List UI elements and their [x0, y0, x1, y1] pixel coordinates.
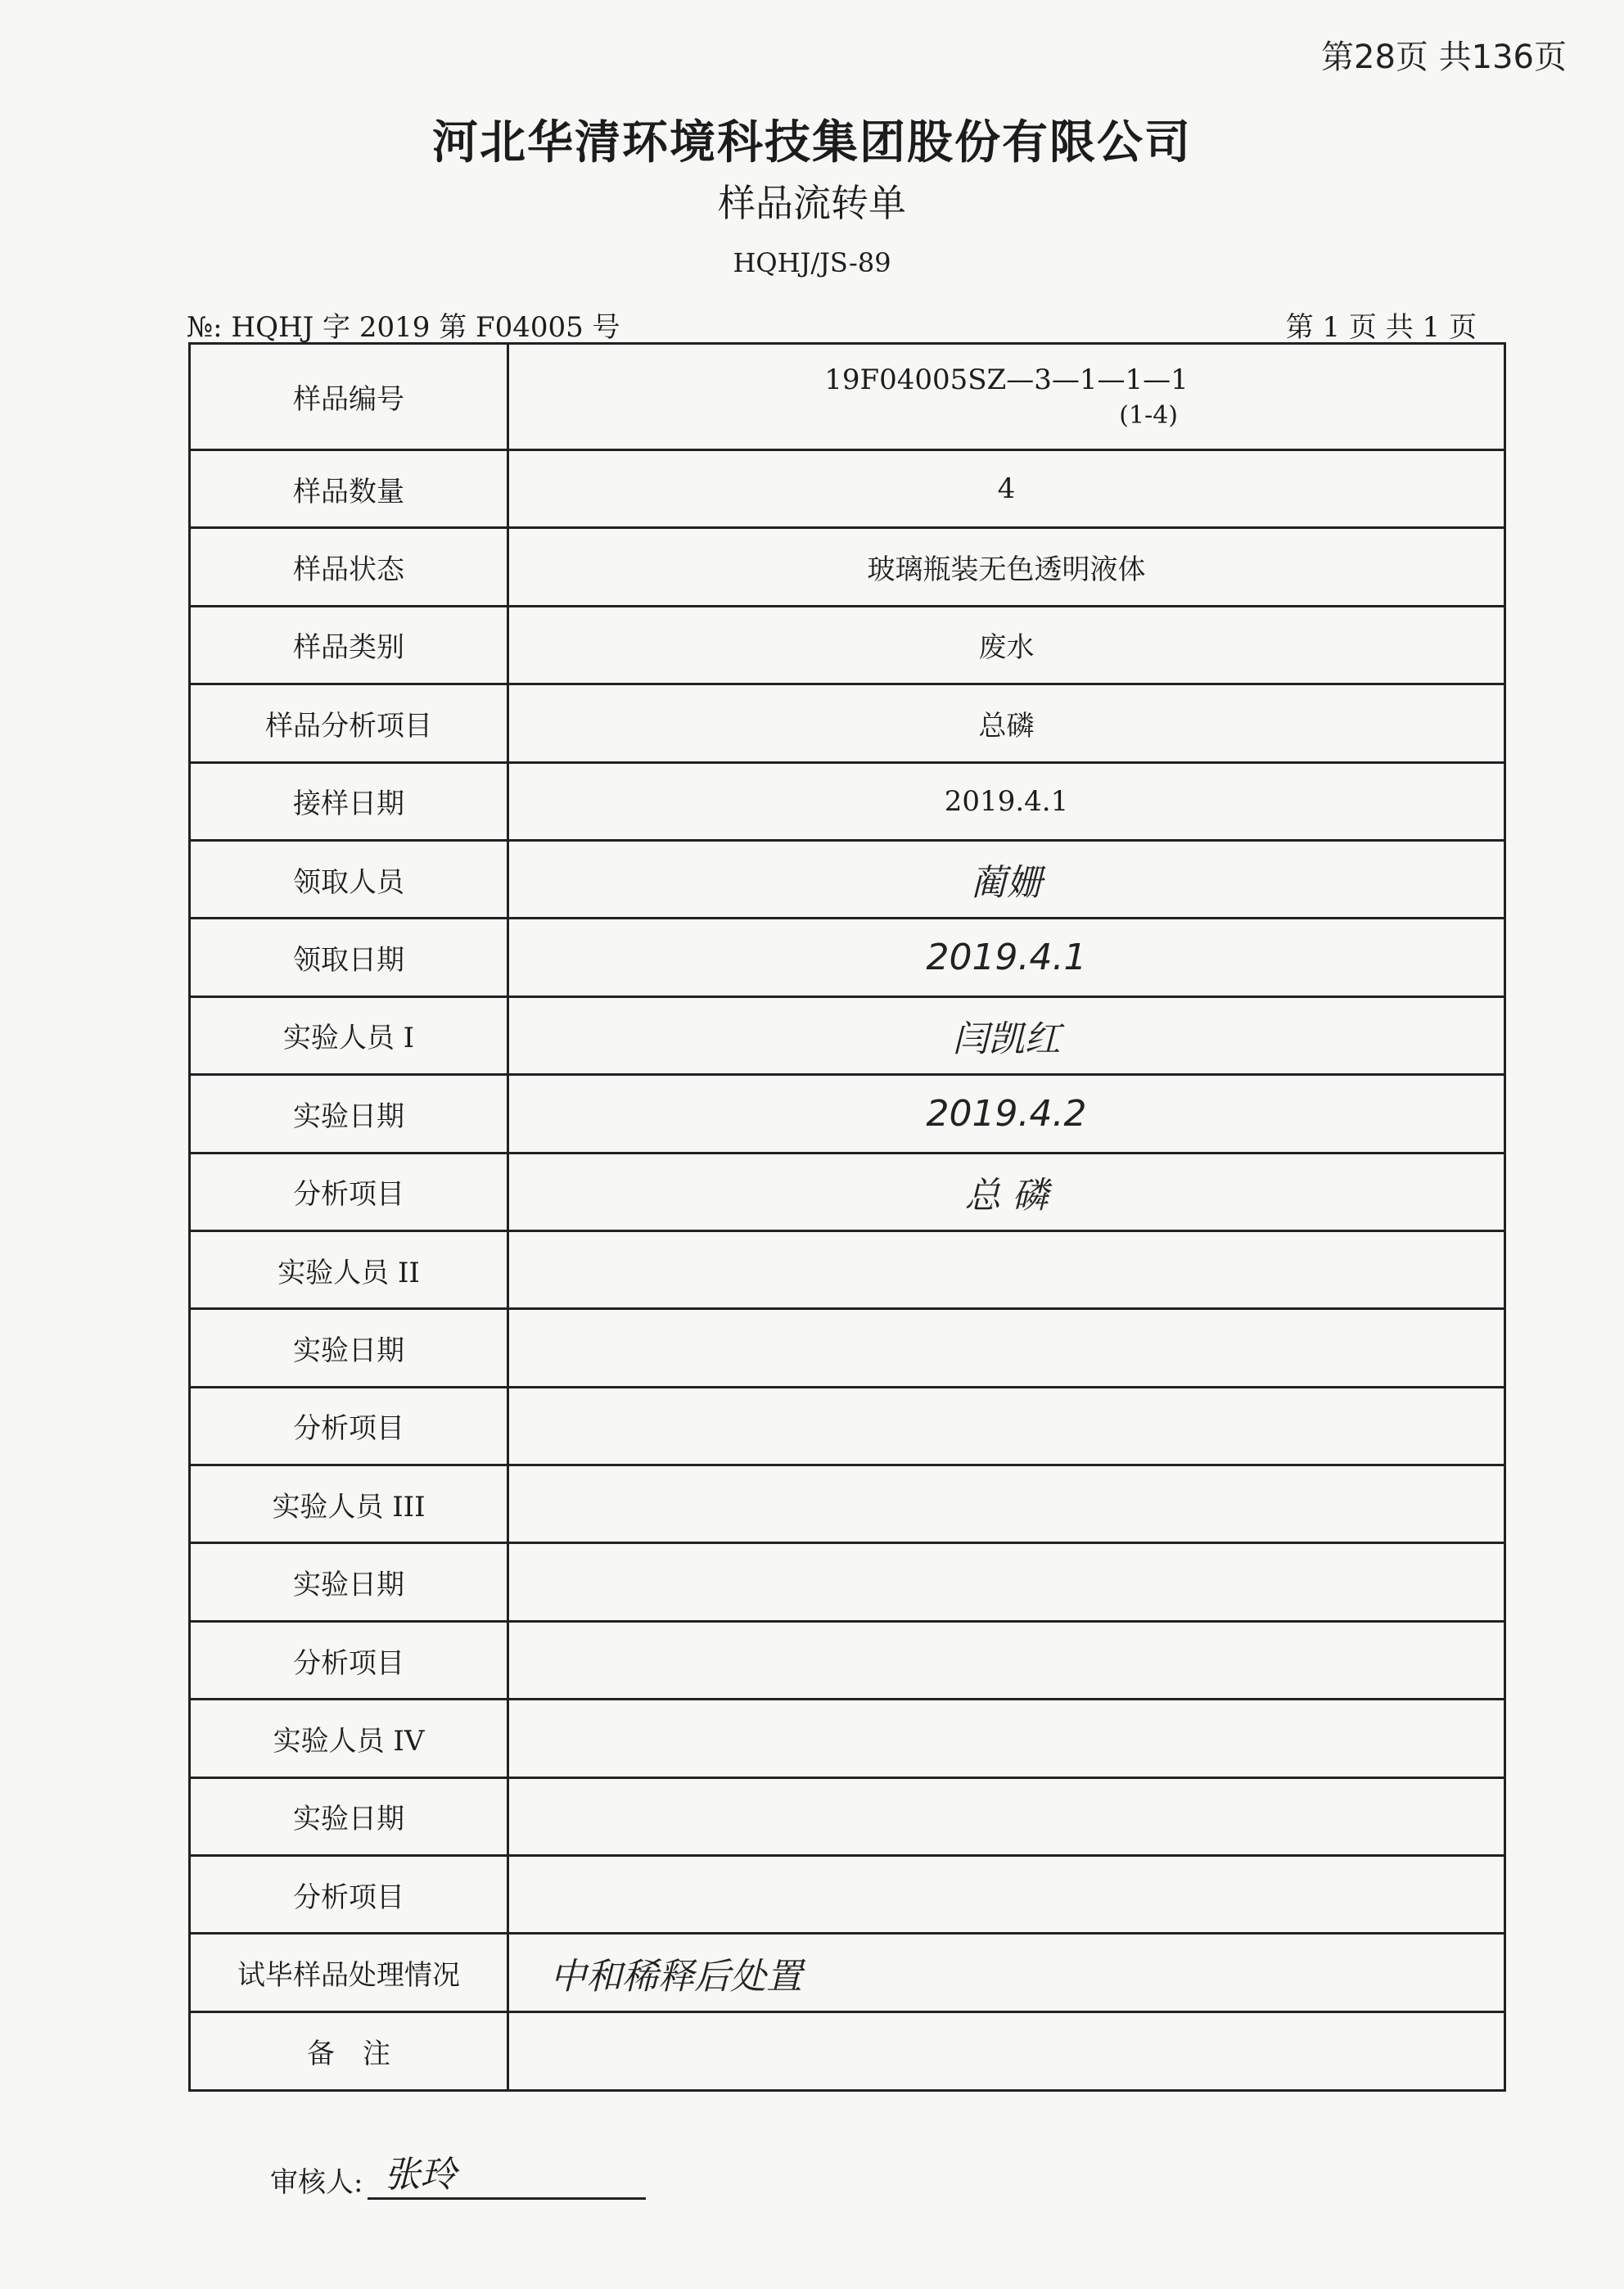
reviewer-area	[270, 2145, 646, 2200]
row-value: 总磷	[508, 684, 1505, 762]
row-value	[508, 1621, 1505, 1699]
table-row	[190, 1153, 1505, 1230]
row-value	[508, 1230, 1505, 1308]
row-value: 2019.4.1	[508, 919, 1505, 996]
row-value: 废水	[508, 606, 1505, 684]
row-label: 样品状态	[190, 528, 508, 606]
row-label: 实验人员 I	[190, 996, 508, 1074]
table-row	[190, 606, 1505, 684]
row-value	[508, 1465, 1505, 1543]
sample-no-label: 样品编号	[190, 344, 508, 450]
reviewer-signature: 张玲	[368, 2145, 646, 2200]
row-value	[508, 2011, 1505, 2090]
row-value	[508, 1777, 1505, 1855]
row-value	[508, 1387, 1505, 1465]
row-label: 样品类别	[190, 606, 508, 684]
row-value: 2019.4.2	[508, 1075, 1505, 1153]
row-label: 实验日期	[190, 1075, 508, 1153]
row-label: 样品数量	[190, 450, 508, 528]
row-label: 接样日期	[190, 762, 508, 840]
table-row	[190, 1934, 1505, 2011]
row-label: 分析项目	[190, 1621, 508, 1699]
sample-no-value: 19F04005SZ—3—1—1—1	[824, 363, 1189, 396]
row-label: 领取日期	[190, 919, 508, 996]
table-row	[190, 344, 1505, 450]
row-label: 实验日期	[190, 1777, 508, 1855]
row-label: 分析项目	[190, 1856, 508, 1934]
table-row	[190, 1465, 1505, 1543]
row-label: 试毕样品处理情况	[190, 1934, 508, 2011]
row-value	[508, 1543, 1505, 1621]
table-row	[190, 1309, 1505, 1387]
table-row	[190, 1856, 1505, 1934]
sample-no-range: (1-4)	[1119, 401, 1178, 430]
row-label: 样品分析项目	[190, 684, 508, 762]
row-value	[508, 1309, 1505, 1387]
row-label: 实验日期	[190, 1543, 508, 1621]
row-value: 2019.4.1	[508, 762, 1505, 840]
row-label: 备 注	[190, 2011, 508, 2090]
row-value: 闫凯红	[508, 996, 1505, 1074]
form-code: HQHJ/JS-89	[733, 247, 891, 278]
page-number: 第28页 共136页	[1321, 38, 1567, 76]
row-value: 4	[508, 450, 1505, 528]
table-row	[190, 528, 1505, 606]
reviewer-label: 审核人:	[270, 2166, 363, 2199]
document-number: №: HQHJ 字 2019 第 F04005 号	[187, 311, 620, 344]
sample-no-cell	[508, 344, 1505, 450]
page-info: 第 1 页 共 1 页	[1285, 311, 1477, 344]
table-row	[190, 840, 1505, 918]
row-label: 分析项目	[190, 1387, 508, 1465]
table-row	[190, 450, 1505, 528]
row-label: 实验日期	[190, 1309, 508, 1387]
row-value	[508, 1856, 1505, 1934]
row-value	[508, 1700, 1505, 1777]
table-row	[190, 684, 1505, 762]
sample-transfer-table	[188, 342, 1506, 2092]
row-label: 实验人员 II	[190, 1230, 508, 1308]
company-name: 河北华清环境科技集团股份有限公司	[432, 115, 1192, 169]
form-title: 样品流转单	[718, 181, 906, 225]
row-label: 分析项目	[190, 1153, 508, 1230]
row-value: 总 磷	[508, 1153, 1505, 1230]
row-label: 领取人员	[190, 840, 508, 918]
row-value: 蔺姗	[508, 840, 1505, 918]
row-label: 实验人员 IV	[190, 1700, 508, 1777]
table-row	[190, 762, 1505, 840]
table-row	[190, 1700, 1505, 1777]
table-row	[190, 1075, 1505, 1153]
row-label: 实验人员 III	[190, 1465, 508, 1543]
row-value: 中和稀释后处置	[508, 1934, 1505, 2011]
table-row	[190, 1387, 1505, 1465]
table-row	[190, 2011, 1505, 2090]
table-row	[190, 1777, 1505, 1855]
table-row	[190, 1621, 1505, 1699]
table-row	[190, 1543, 1505, 1621]
row-value: 玻璃瓶装无色透明液体	[508, 528, 1505, 606]
table-row	[190, 1230, 1505, 1308]
table-row	[190, 996, 1505, 1074]
table-row	[190, 919, 1505, 996]
